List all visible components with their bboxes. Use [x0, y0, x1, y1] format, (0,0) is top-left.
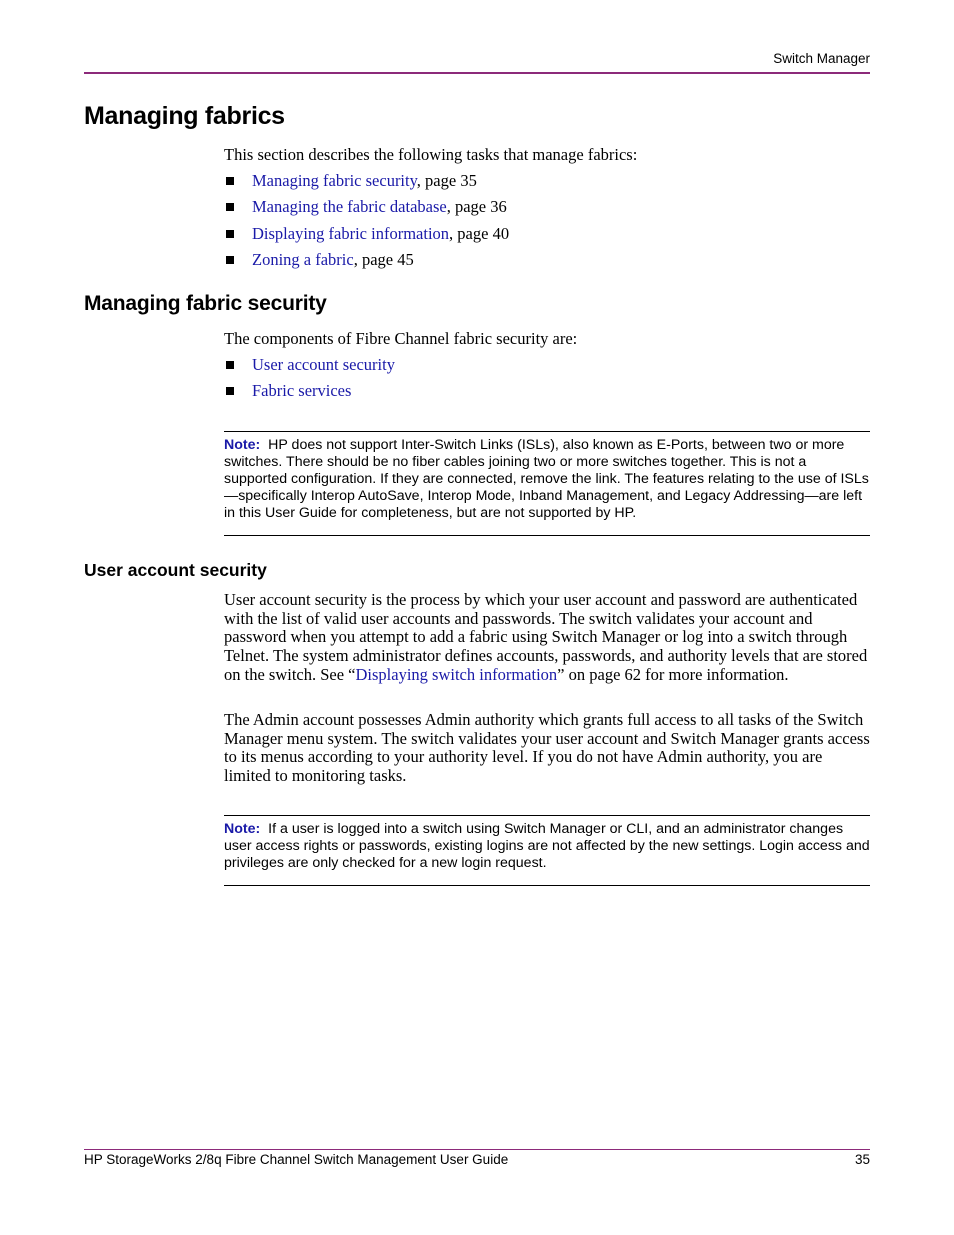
link-managing-fabric-database[interactable]: Managing the fabric database — [252, 197, 447, 217]
page-ref: , page 35 — [416, 171, 477, 190]
note-rule-top — [224, 815, 870, 816]
list-item — [224, 250, 509, 276]
page-ref: , page 36 — [446, 197, 507, 217]
list-item — [224, 224, 509, 250]
list-item — [224, 381, 395, 407]
list-item — [224, 355, 395, 381]
note-rule-bottom — [224, 535, 870, 536]
security-intro: The components of Fibre Channel fabric security are: — [224, 329, 578, 348]
footer-title: HP StorageWorks 2/8q Fibre Channel Switch Management User Guide — [84, 1152, 509, 1167]
link-displaying-switch-information[interactable]: Displaying switch information — [355, 664, 558, 684]
note-isl — [224, 437, 870, 522]
section-heading: Managing fabrics — [84, 102, 285, 130]
bullet-square-icon — [226, 203, 234, 211]
subsubsection-heading: User account security — [84, 560, 267, 580]
bullet-square-icon — [226, 387, 234, 395]
note-rule-top — [224, 431, 870, 432]
page-ref: , page 40 — [449, 223, 510, 243]
page-number: 35 — [854, 1152, 870, 1167]
note-text: If a user is logged into a switch using Switch Manager or CLI, and an administrator changes user access rights or passwords, existing logins are not affected by the new settings. Login access and privileges are only checked for a new login request. — [224, 821, 870, 871]
link-managing-fabric-security[interactable]: Managing fabric security — [252, 171, 417, 190]
link-displaying-fabric-information[interactable]: Displaying fabric information — [252, 223, 450, 243]
note-label: Note: — [224, 437, 261, 453]
note-label: Note: — [224, 821, 261, 837]
user-account-paragraph-1 — [224, 591, 870, 685]
user-account-paragraph-2: The Admin account possesses Admin authority which grants full access to all tasks of the Switch Manager menu system. The switch validates your user account and Switch Manager grants access to its menus according to your authority level. If you do not have Admin authority, you are limited to monitoring tasks. — [224, 710, 870, 786]
page-ref: , page 45 — [353, 250, 414, 270]
note-rule-bottom — [224, 885, 870, 886]
link-fabric-services[interactable]: Fabric services — [252, 381, 352, 401]
header-rule — [84, 72, 870, 74]
subsection-heading: Managing fabric security — [84, 292, 327, 315]
footer-rule — [84, 1149, 870, 1150]
security-components-list — [224, 355, 395, 408]
list-item — [224, 171, 509, 197]
bullet-square-icon — [226, 177, 234, 185]
running-header: Switch Manager — [773, 51, 870, 66]
para-text: ” on page 62 for more information. — [557, 664, 789, 684]
section-intro: This section describes the following tasks that manage fabrics: — [224, 145, 638, 164]
task-list — [224, 171, 509, 277]
link-zoning-a-fabric[interactable]: Zoning a fabric — [252, 250, 354, 270]
list-item — [224, 197, 509, 223]
bullet-square-icon — [226, 230, 234, 238]
para-text: User account security is the process by which your user account and password are authenticated with the list of valid user accounts and passwords. The switch validates your account and password when you attempt to add a fabric using Switch Manager or log into a switch through Telnet. The system administrator defines accounts, passwords, and authority levels that are stored on the switch. See “ — [224, 590, 868, 684]
link-user-account-security[interactable]: User account security — [252, 355, 395, 374]
note-text: HP does not support Inter-Switch Links (ISLs), also known as E-Ports, between two or more switches. There should be no fiber cables joining two or more switches together. This is not a supported configuration. If they are connected, remove the link. The features relating to the use of ISLs—specifically Interop AutoSave, Interop Mode, Inband Management, and Legacy Addressing—are left in this User Guide for completeness, but are not supported by HP. — [224, 437, 869, 521]
note-login — [224, 821, 870, 872]
bullet-square-icon — [226, 361, 234, 369]
bullet-square-icon — [226, 256, 234, 264]
